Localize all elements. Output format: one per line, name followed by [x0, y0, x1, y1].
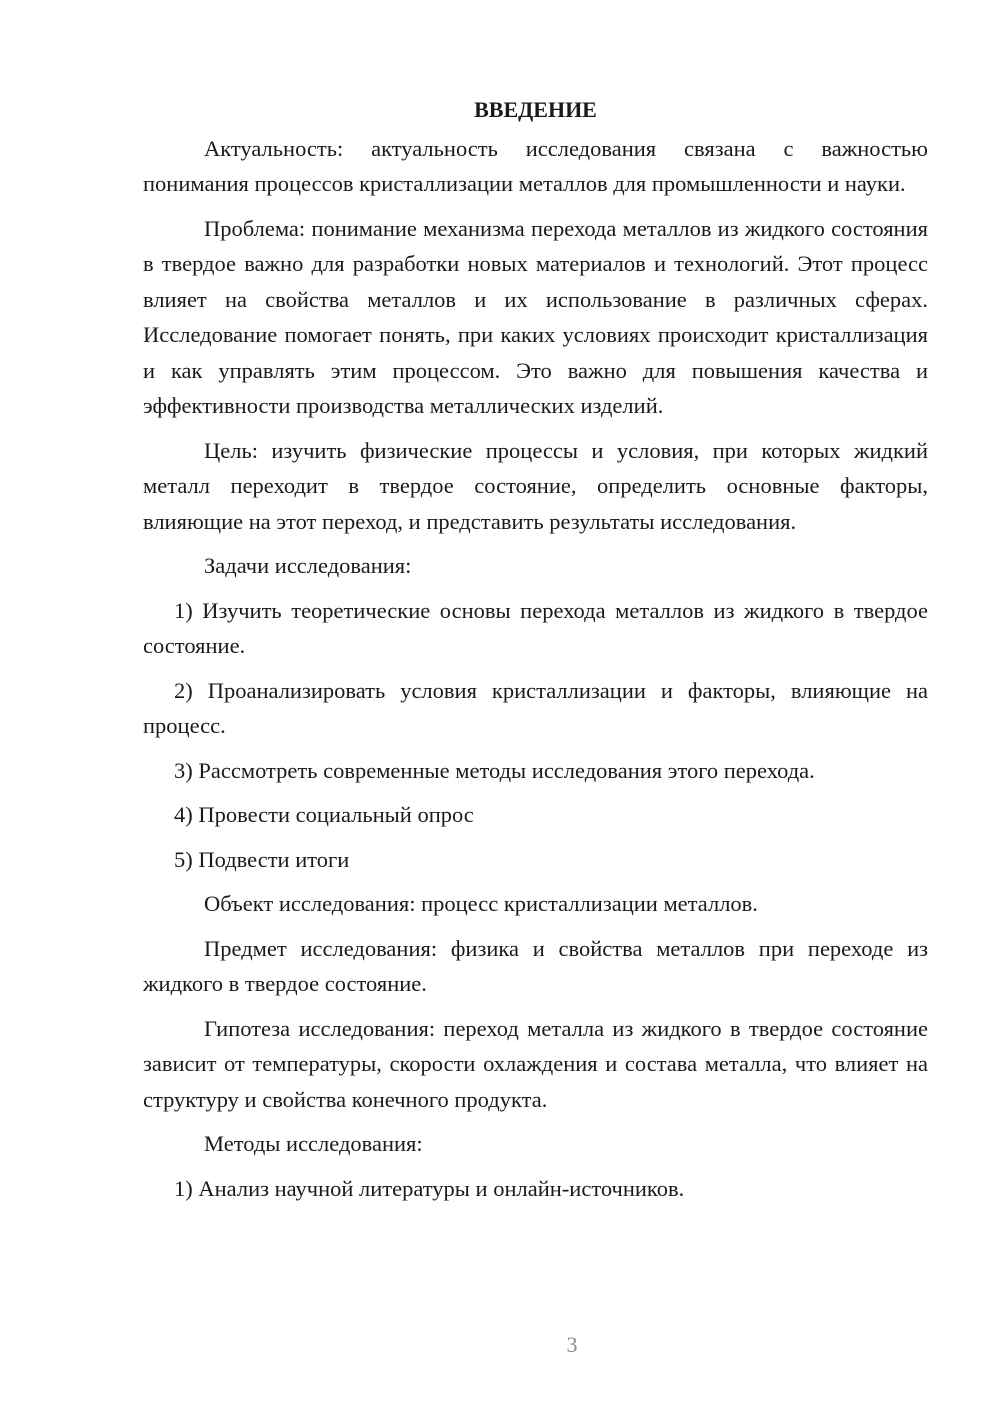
methods-title: Методы исследования: — [204, 1131, 423, 1156]
page-content — [143, 92, 928, 1215]
tasks-title: Задачи исследования: — [204, 553, 412, 578]
task-item-3: 3) Рассмотреть современные методы исследования этого перехода. — [174, 757, 815, 783]
task-item-2: 2) Проанализировать условия кристаллизации и факторы, влияющие на процесс. — [143, 677, 928, 738]
task-item-5: 5) Подвести итоги — [174, 846, 350, 872]
method-item-1: 1) Анализ научной литературы и онлайн-источников. — [174, 1175, 685, 1201]
hypothesis-paragraph: Гипотеза исследования: переход металла из жидкого в твердое состояние зависит от температуры, скорости охлаждения и состава металла, что влияет на структуру и свойства конечного продукта. — [143, 1015, 928, 1112]
page-number: 3 — [566, 1332, 578, 1357]
subject-paragraph: Предмет исследования: физика и свойства металлов при переходе из жидкого в твердое состояние. — [143, 935, 928, 996]
problem-paragraph: Проблема: понимание механизма перехода металлов из жидкого состояния в твердое важно для разработки новых материалов и технологий. Этот процесс влияет на свойства металлов и их использование в различных сферах. Исследование помогает понять, при каких условиях происходит кристаллизация и как управлять этим процессом. Это важно для повышения качества и эффективности производства металлических изделий. — [143, 215, 928, 418]
task-item-4: 4) Провести социальный опрос — [174, 802, 474, 827]
task-item-1: 1) Изучить теоретические основы перехода металлов из жидкого в твердое состояние. — [143, 597, 928, 658]
goal-paragraph: Цель: изучить физические процессы и условия, при которых жидкий металл переходит в твердое состояние, определить основные факторы, влияющие на этот переход, и представить результаты исследования. — [143, 437, 928, 534]
object-paragraph: Объект исследования: процесс кристаллизации металлов. — [204, 891, 758, 916]
section-heading: ВВЕДЕНИЕ — [474, 97, 597, 122]
relevance-paragraph: Актуальность: актуальность исследования связана с важностью понимания процессов кристаллизации металлов для промышленности и науки. — [143, 135, 928, 196]
